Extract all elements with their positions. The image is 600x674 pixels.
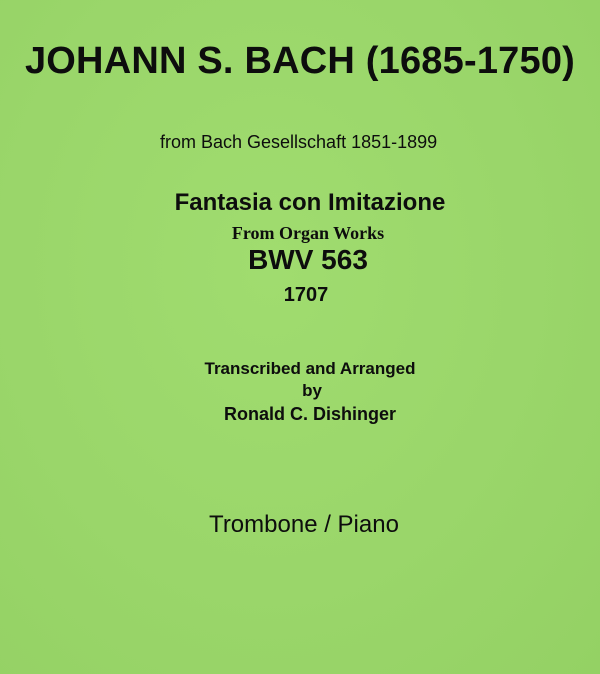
composition-year: 1707 (283, 284, 329, 306)
source-note: from Bach Gesellschaft 1851-1899 (160, 132, 438, 152)
arranger-name: Ronald C. Dishinger (223, 404, 396, 424)
credit-line: Transcribed and Arranged (204, 359, 416, 378)
composer-heading: JOHANN S. BACH (1685-1750) (24, 40, 576, 82)
credit-by: by (302, 381, 322, 400)
catalog-number: BWV 563 (248, 244, 368, 275)
work-subtitle: From Organ Works (231, 223, 385, 243)
instrumentation: Trombone / Piano (209, 511, 399, 538)
work-title: Fantasia con Imitazione (174, 189, 446, 216)
